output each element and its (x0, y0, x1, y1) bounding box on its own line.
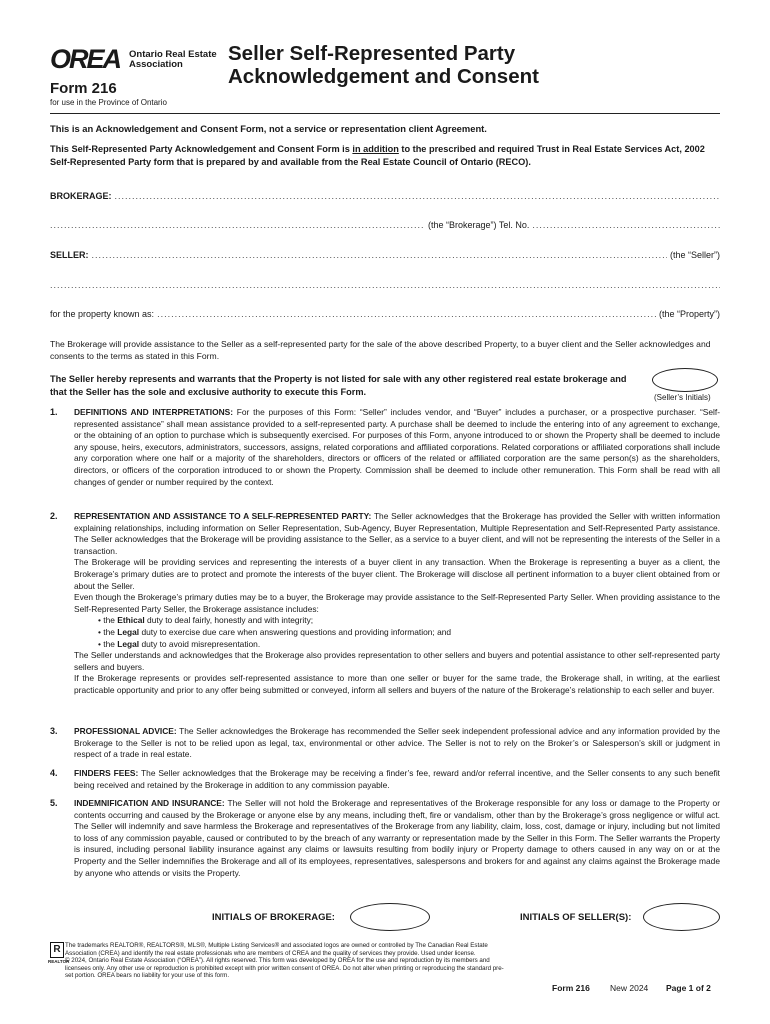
seller-blank[interactable] (92, 250, 667, 260)
footer-legal (65, 942, 510, 980)
intro-text-a: This Self-Represented Party Acknowledgement and Consent Form is (50, 144, 353, 154)
warranty-statement: The Seller hereby represents and warrants that the Property is not listed for sale with any other registered real estate brokerage and that the Seller has the sole and exclusive authority to execute this Form. (50, 374, 627, 397)
section-heading: REPRESENTATION AND ASSISTANCE TO A SELF-REPRESENTED PARTY: (74, 511, 372, 521)
brokerage-initials-box[interactable] (350, 903, 430, 931)
document-title (228, 42, 648, 88)
realtor-logo: R (50, 942, 64, 958)
association-name: Ontario Real Estate Association (129, 49, 217, 70)
sellers-initials-label: INITIALS OF SELLER(S): (520, 912, 632, 923)
brokerage-initials-label: INITIALS OF BROKERAGE: (212, 912, 335, 923)
brokerage-field[interactable] (50, 191, 720, 201)
seller-label: SELLER: (50, 250, 89, 260)
province-note: for use in the Province of Ontario (50, 98, 167, 107)
sellers-initials-box[interactable] (643, 903, 720, 931)
footer-page-number: Page 1 of 2 (666, 983, 711, 993)
section-heading: DEFINITIONS AND INTERPRETATIONS: (74, 407, 234, 417)
footer-edition: New 2024 (610, 983, 649, 993)
section-heading: PROFESSIONAL ADVICE: (74, 726, 177, 736)
property-suffix: (the “Property”) (658, 309, 720, 319)
seller-suffix: (the “Seller”) (669, 250, 720, 260)
title-line-1: Seller Self-Represented Party (228, 42, 516, 65)
section-paragraph: The Brokerage will be providing services and representing the interests of a buyer client in any transaction. When the Brokerage is representing a buyer as a client, the Brokerage’s primary duties are to protect and promote the interests of the buyer client. The Brokerage will disclose all pertinent information to a buyer client obtained from or about the Seller. (74, 557, 720, 591)
section-number: 3. (50, 726, 58, 736)
section-number: 1. (50, 407, 58, 417)
section-indemnification (50, 798, 720, 879)
brokerage-label: BROKERAGE: (50, 191, 112, 201)
brokerage-blank[interactable] (115, 191, 720, 201)
brokerage-blank-2[interactable] (50, 220, 425, 230)
intro-line-2 (50, 143, 720, 169)
section-heading: INDEMNIFICATION AND INSURANCE: (74, 798, 225, 808)
brokerage-suffix: (the “Brokerage”) Tel. No. (428, 220, 530, 230)
orea-logo: OREA (50, 44, 121, 74)
section-text: The Seller acknowledges that the Brokerage may be receiving a finder’s fee, reward and/or referral incentive, and the Seller consents to any such benefit being received and retained by the Brokerage in addition to any commission payable. (74, 768, 721, 790)
section-heading: FINDERS FEES: (74, 768, 139, 778)
seller-field-2[interactable] (50, 280, 720, 290)
section-text: The Seller acknowledges that the Brokerage has provided the Seller with written information explaining relationships, including information on Seller Representation, Sub-Agency, Buyer Representation, Multiple Representation and Self-Represented Party assistance. The Seller acknowledges that the Brokerage will be providing assistance to the Seller, as a service to a buyer client, and will not be representing the interests of the Seller in a transaction. (74, 511, 720, 556)
intro-line-1: This is an Acknowledgement and Consent Form, not a service or representation client Agreement. (50, 123, 487, 134)
section-number: 5. (50, 798, 58, 808)
section-representation (50, 511, 720, 697)
section-text: The Seller acknowledges the Brokerage has recommended the Seller seek independent professional advice and any information provided by the Brokerage to the Seller is not to be relied upon as legal, tax, environmental or other advice. The Seller is not to rely on the Broker’s or Salesperson’s skill or judgment in respect of a trade in real estate. (74, 726, 720, 760)
section-definitions (50, 407, 720, 488)
title-line-2: Acknowledgement and Consent (228, 65, 539, 88)
copyright-notice: © 2024, Ontario Real Estate Association (“OREA”). All rights reserved. This form was developed by OREA for the use and reproduction by its members and licensees only. Any other use or reproduction is prohibited except with prior written consent of OREA. Do not alter when printing or reproducing the standard pre-set portion. OREA bears no liability for your use of this form. (65, 957, 504, 979)
property-blank[interactable] (157, 309, 656, 319)
header-rule (50, 113, 720, 114)
section-number: 4. (50, 768, 58, 778)
section-number: 2. (50, 511, 58, 521)
trademark-notice: The trademarks REALTOR®, REALTORS®, MLS®, Multiple Listing Services® and associated logos are owned or controlled by The Canadian Real Estate Association (CREA) and identify the real estate professionals who are members of CREA and the quality of services they provide. Used under license. (65, 942, 488, 957)
duty-item: • the Legal duty to exercise due care when answering questions and providing information; and (98, 627, 720, 639)
section-text: The Seller will not hold the Brokerage and representatives of the Brokerage responsible for any loss or damage to the Property or contents occurring and caused by the Brokerage or anyone else by any means, including theft, fire or vandalism, other than by the Brokerage’s gross negligence or wilful act. The Seller will indemnify and save harmless the Brokerage and representatives of the Brokerage from any liability, claim, loss, cost, damage or injury, including but not limited to loss of any commission payable, caused or contributed to by the breach of any warranty or representation made by the Seller in this Form. The Seller warrants the Property is insured, including personal liability insurance against any claims or lawsuits resulting from bodily injury or Property damage to others caused in any way on or at the Property and the Seller indemnifies the Brokerage and all of its employees, representatives, salespersons and brokers for and against any claims against the Brokerage made by anyone who attends or visits the Property. (74, 798, 720, 878)
assistance-paragraph: The Brokerage will provide assistance to the Seller as a self-represented party for the sale of the above described Property, to a buyer client and the Seller acknowledges and consents to the terms as stated in this Form. (50, 339, 711, 361)
realtor-wordmark: REALTOR (48, 959, 70, 964)
seller-initials-label: (Seller’s Initials) (654, 393, 711, 402)
property-field[interactable] (50, 309, 720, 319)
section-paragraph: Even though the Brokerage’s primary duties may be to a buyer, the Brokerage may provide assistance to the Self-Represented Party Seller. When providing assistance to the Self-Represented Party Seller, the Brokerage assistance includes: (74, 592, 720, 614)
form-number: Form 216 (50, 80, 117, 97)
section-paragraph: The Seller understands and acknowledges that the Brokerage also provides representation to other sellers and buyers and potential assistance to other self-represented party sellers and buyers. (74, 650, 720, 672)
intro-text-b: to the prescribed and required Trust in Real Estate Services Act, 2002 Self-Represented Party form that is prepared by and available from the Real Estate Council of Ontario (RECO). (50, 144, 705, 167)
section-paragraph: If the Brokerage represents or provides self-represented assistance to more than one seller or buyer for the same trade, the Brokerage shall, in writing, at the earliest practicable opportunity and prior to any offer being submitted or conveyed, inform all sellers and buyers of the nature of the Brokerage’s relationship to each seller and buyer. (74, 673, 720, 695)
footer-form-number: Form 216 (552, 983, 590, 993)
duties-list (98, 615, 720, 650)
property-label: for the property known as: (50, 309, 155, 319)
duty-item: • the Legal duty to avoid misrepresentation. (98, 639, 720, 651)
duty-item: • the Ethical duty to deal fairly, honestly and with integrity; (98, 615, 720, 627)
phone-blank[interactable] (532, 220, 720, 230)
seller-field[interactable] (50, 250, 720, 260)
section-professional-advice (50, 726, 720, 761)
brokerage-phone-field[interactable] (50, 220, 720, 230)
seller-initials-box[interactable] (652, 368, 718, 392)
intro-in-addition: in addition (352, 144, 399, 154)
seller-blank-2[interactable] (50, 280, 720, 290)
section-finders-fees (50, 768, 720, 791)
section-text: For the purposes of this Form: “Seller” includes vendor, and “Buyer” includes a purchaser, or a prospective purchaser. “Self-represented assistance” shall mean assistance provided to a self-represented party. A purchase shall be deemed to include the entering into of any agreement to exchange, or the obtaining of an option to purchase which is subsequently exercised. For purposes of this Form, anyone introduced to or shown the Property shall be deemed to include any spouse, heirs, executors, administrators, successors, assigns, related corporations and affiliated corporations. Related corporations or affiliated corporations shall include any corporation where one half or a majority of the shareholders, directors or officers of the related or affiliated corporation are the same person(s) as the shareholders, directors, or officers of the corporation introduced to or shown the Property. Commission shall be deemed to include other remuneration. This Form shall be read with all changes of gender or number required by the context. (74, 407, 720, 487)
